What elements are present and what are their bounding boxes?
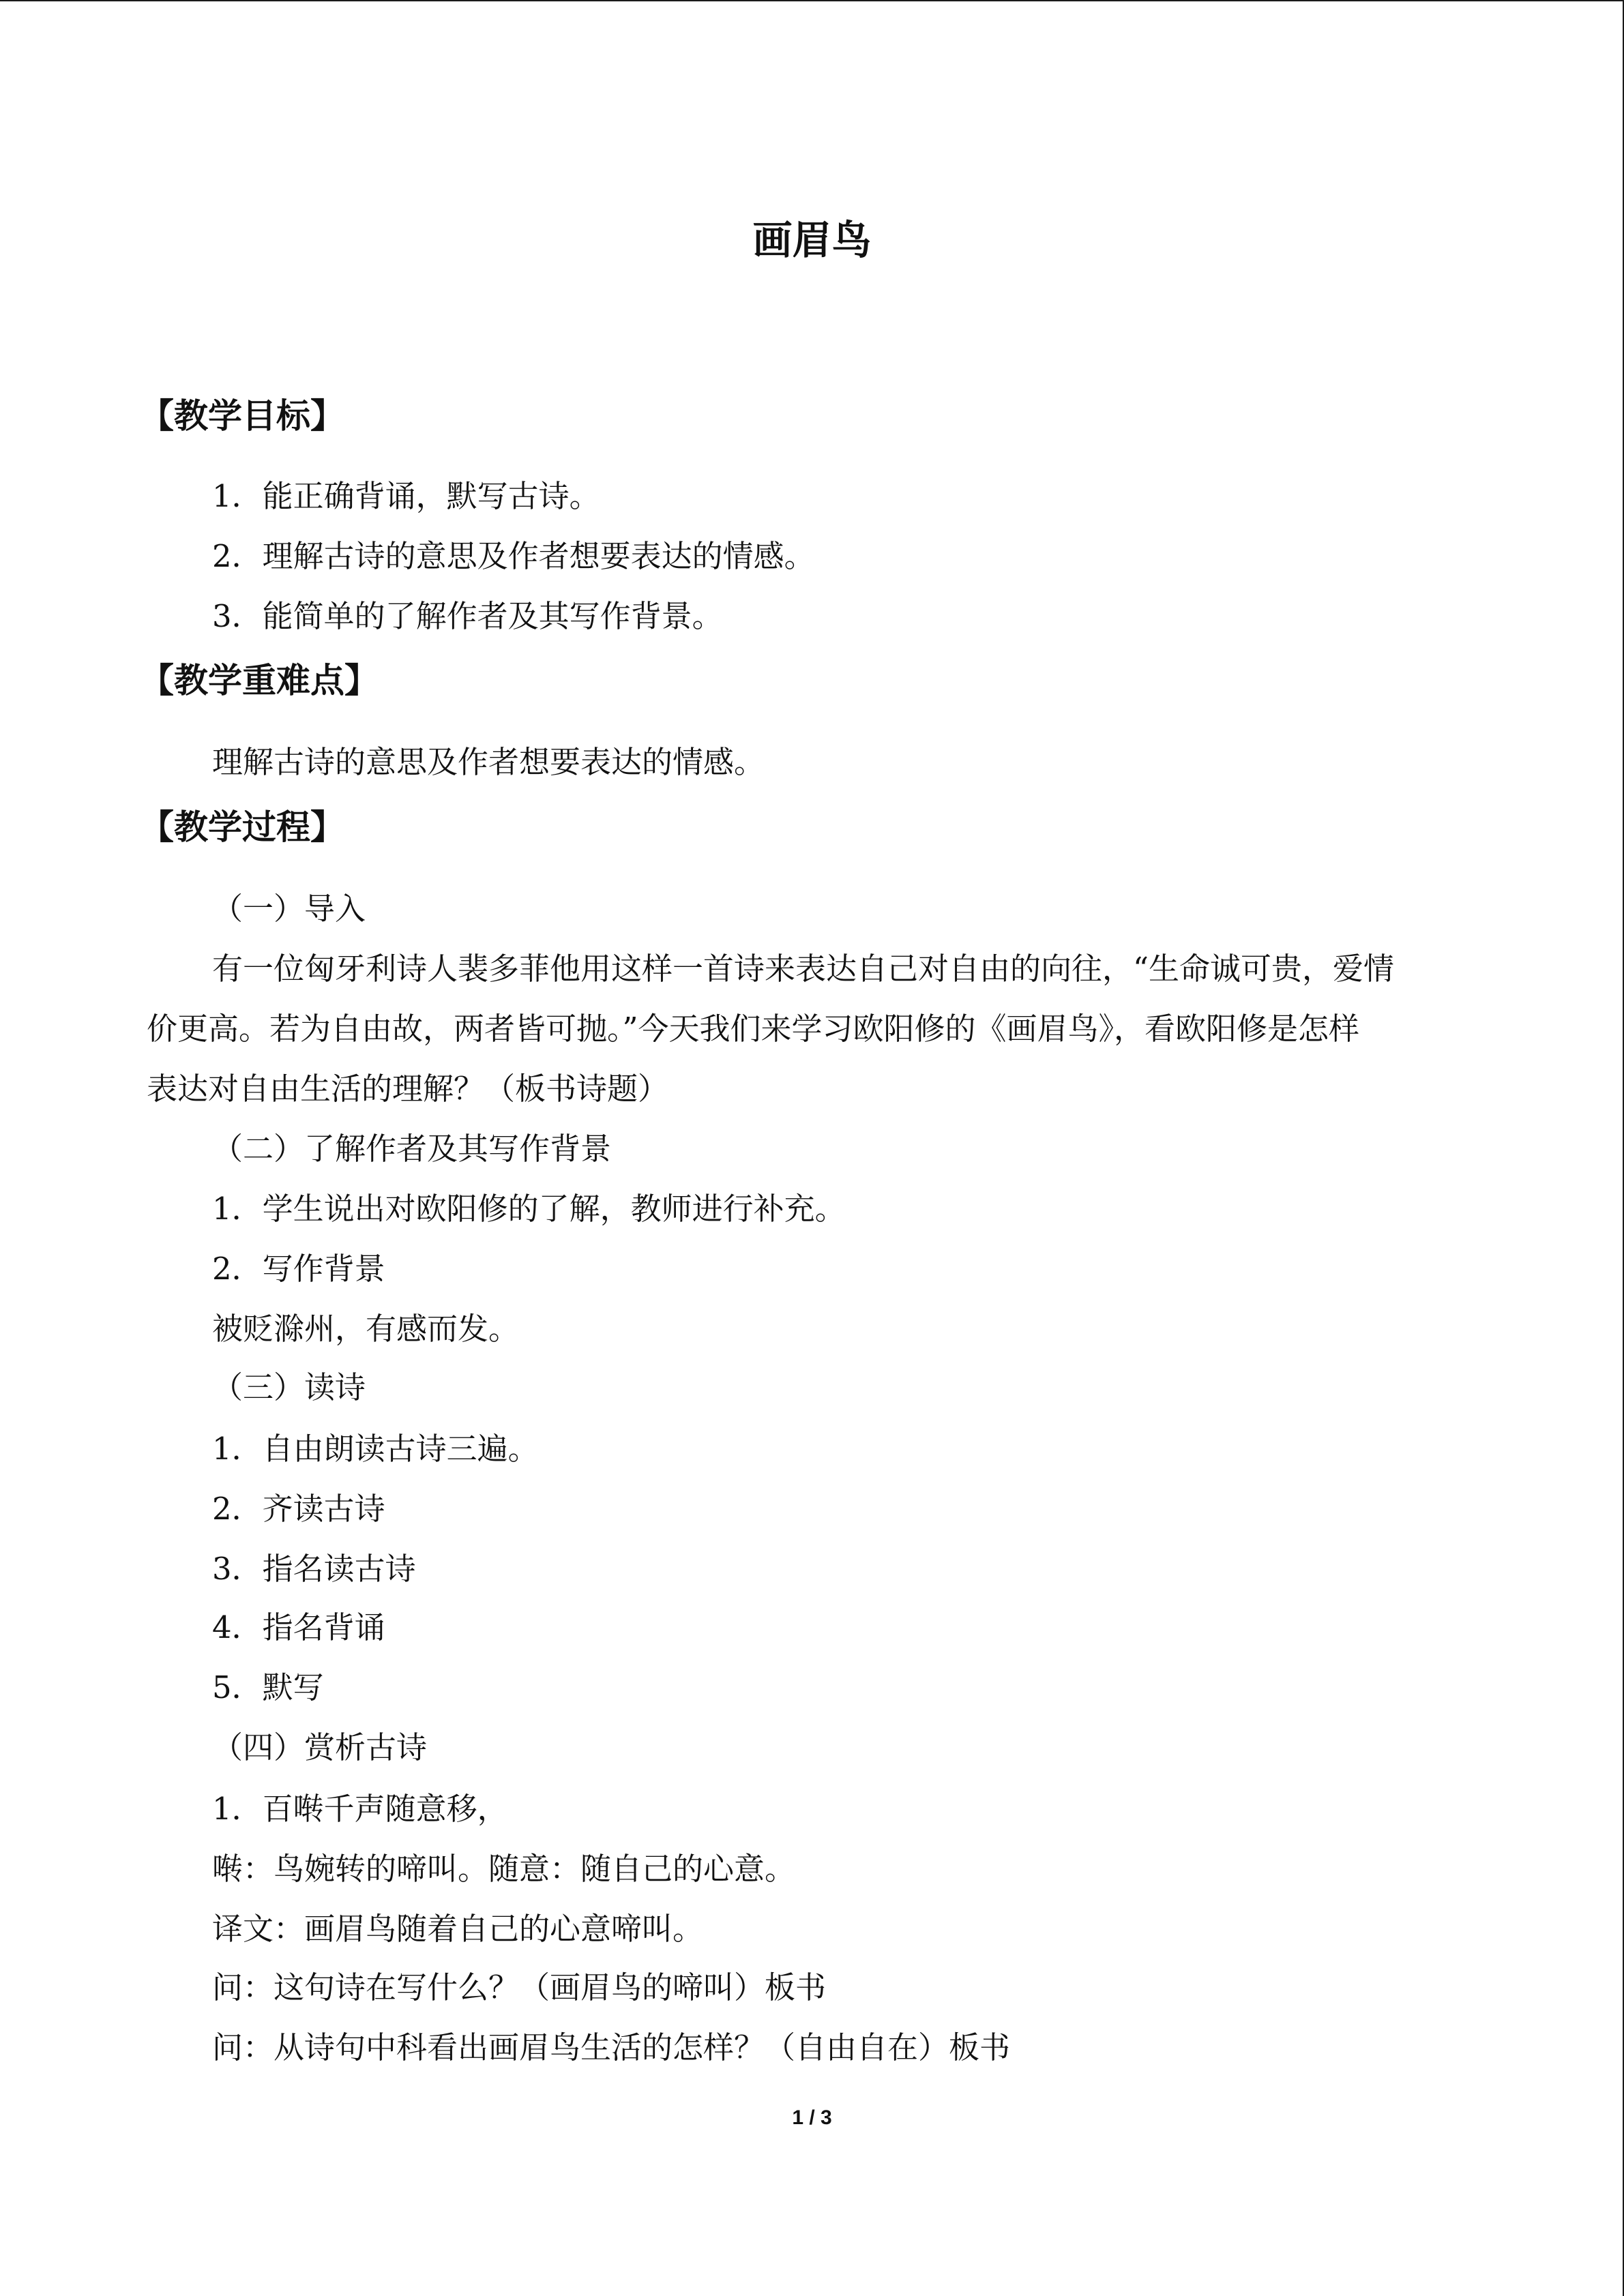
author-line: 被贬滁州，有感而发。 [212,1311,520,1347]
reading-step: 2．齐读古诗 [212,1491,385,1527]
page-title: 画眉鸟 [752,217,872,263]
section-heading-key-points: 【教学重难点】 [140,661,379,700]
page-number: 1 / 3 [792,2106,832,2129]
author-line: 2．写作背景 [212,1251,385,1287]
author-line: 1．学生说出对欧阳修的了解，教师进行补充。 [212,1191,846,1227]
section-heading-objectives: 【教学目标】 [140,396,344,436]
objective-item: 2．理解古诗的意思及作者想要表达的情感。 [212,538,815,574]
subsection-label-analysis: （四）赏析古诗 [212,1729,428,1765]
intro-paragraph-line: 有一位匈牙利诗人裴多菲他用这样一首诗来表达自己对自由的向往，“生命诚可贵，爱情 [212,951,1395,987]
analysis-line: 译文：画眉鸟随着自己的心意啼叫。 [212,1911,704,1947]
section-heading-process: 【教学过程】 [140,807,344,847]
analysis-line: 1．百啭千声随意移， [212,1791,508,1827]
reading-step: 4．指名背诵 [212,1609,385,1645]
reading-step: 3．指名读古诗 [212,1551,416,1587]
reading-step: 1．自由朗读古诗三遍。 [212,1431,539,1467]
subsection-label-intro: （一）导入 [212,891,366,927]
analysis-line: 问：从诗句中科看出画眉鸟生活的怎样？（自由自在）板书 [212,2029,1011,2066]
reading-step: 5．默写 [212,1669,324,1705]
objective-item: 1．能正确背诵，默写古诗。 [212,478,600,514]
subsection-label-reading: （三）读诗 [212,1369,366,1405]
intro-paragraph-line: 表达对自由生活的理解？（板书诗题） [147,1071,669,1107]
key-points-text: 理解古诗的意思及作者想要表达的情感。 [212,744,765,780]
objective-item: 3．能简单的了解作者及其写作背景。 [212,598,723,634]
subsection-label-author: （二）了解作者及其写作背景 [212,1131,612,1167]
analysis-line: 啭：鸟婉转的啼叫。随意：随自己的心意。 [212,1851,796,1887]
intro-paragraph-line: 价更高。若为自由故，两者皆可抛。”今天我们来学习欧阳修的《画眉鸟》，看欧阳修是怎样 [147,1011,1360,1047]
analysis-line: 问：这句诗在写什么？（画眉鸟的啼叫）板书 [212,1969,827,2006]
